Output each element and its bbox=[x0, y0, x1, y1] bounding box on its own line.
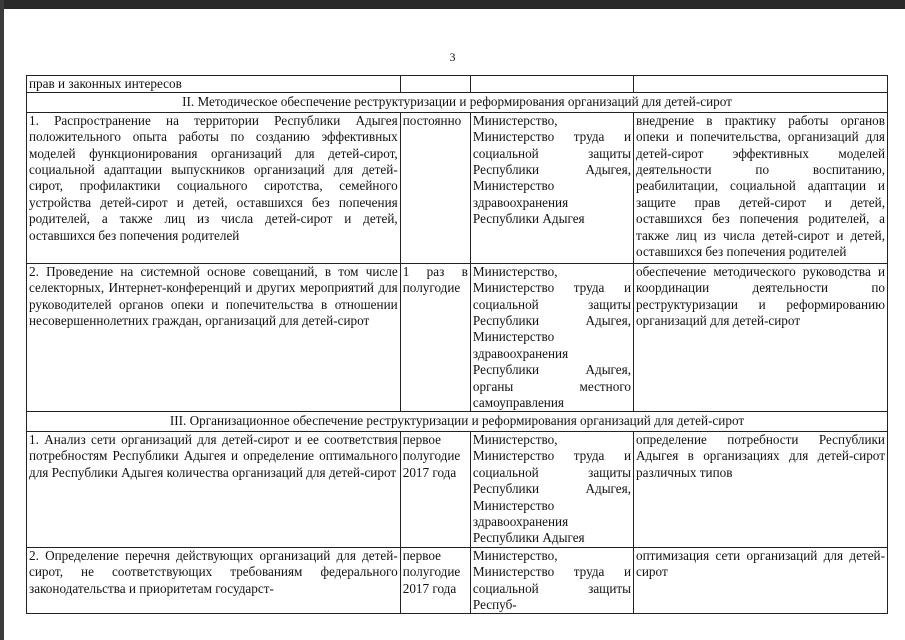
deadline-cell: постоянно bbox=[400, 112, 470, 263]
result-cell: оптимизация сети организаций для детей-сирот bbox=[634, 547, 888, 614]
measure-cell: прав и законных интересов bbox=[27, 76, 401, 93]
table-row bbox=[27, 112, 888, 263]
executor-cell: Министерство, Министерство труда и социальной защиты Республики Адыгея, Министерство здравоохранения Республики Адыгея bbox=[470, 112, 633, 263]
table-row bbox=[27, 547, 888, 614]
section-header-row bbox=[27, 93, 888, 112]
table-row bbox=[27, 76, 888, 93]
deadline-cell: первое полугодие 2017 года bbox=[400, 547, 470, 614]
measure-cell: 2. Проведение на системной основе совещаний, в том числе селекторных, Интернет-конференций и других мероприятий для руководителей органов опеки и попечительства в отношении несовершеннолетних граждан, организаций для детей-сирот bbox=[27, 263, 401, 412]
section-title: II. Методическое обеспечение реструктуризации и реформирования организаций для детей-сирот bbox=[27, 93, 888, 112]
scan-top-border bbox=[0, 0, 905, 9]
result-cell bbox=[634, 76, 888, 93]
deadline-cell: 1 раз в полугодие bbox=[400, 263, 470, 412]
table-row bbox=[27, 431, 888, 547]
plan-table bbox=[26, 75, 888, 614]
table-row bbox=[27, 263, 888, 412]
executor-cell bbox=[470, 76, 633, 93]
executor-cell: Министерство, Министерство труда и социальной защиты Респуб- bbox=[470, 547, 633, 614]
result-cell: обеспечение методического руководства и координации деятельности по реструктуризации и реформированию организаций для детей-сирот bbox=[634, 263, 888, 412]
section-title: III. Организационное обеспечение реструктуризации и реформирования организаций для детей-сирот bbox=[27, 412, 888, 431]
measure-cell: 2. Определение перечня действующих организаций для детей-сирот, не соответствующих требованиям федерального законодательства и приоритетам государст- bbox=[27, 547, 401, 614]
deadline-cell bbox=[400, 76, 470, 93]
result-cell: определение потребности Республики Адыгея в организациях для детей-сирот различных типов bbox=[634, 431, 888, 547]
section-header-row bbox=[27, 412, 888, 431]
result-cell: внедрение в практику работы органов опеки и попечительства, организаций для детей-сирот эффективных моделей деятельности по воспитанию, реабилитации, социальной адаптации и защите прав детей-сирот и детей, оставшихся без попечения родителей, а также лиц из числа детей-сирот и детей, оставшихся без попечения родителей bbox=[634, 112, 888, 263]
measure-cell: 1. Анализ сети организаций для детей-сирот и ее соответствия потребностям Республики Адыгея и определение оптимального для Республики Адыгея количества организаций для детей-сирот bbox=[27, 431, 401, 547]
page-number: 3 bbox=[449, 50, 456, 64]
measure-cell: 1. Распространение на территории Республики Адыгея положительного опыта работы по созданию эффективных моделей функционирования организаций для детей-сирот, социальной адаптации выпускников организаций для детей-сирот, профилактики социального сиротства, семейного устройства детей-сирот и детей, оставшихся без попечения родителей, а также лиц из числа детей-сирот и детей, оставшихся без попечения родителей bbox=[27, 112, 401, 263]
executor-cell: Министерство, Министерство труда и социальной защиты Республики Адыгея, Министерство здравоохранения Республики Адыгея, органы местного самоуправления bbox=[470, 263, 633, 412]
executor-cell: Министерство, Министерство труда и социальной защиты Республики Адыгея, Министерство здравоохранения Республики Адыгея bbox=[470, 431, 633, 547]
deadline-cell: первое полугодие 2017 года bbox=[400, 431, 470, 547]
scan-left-border bbox=[0, 0, 4, 640]
